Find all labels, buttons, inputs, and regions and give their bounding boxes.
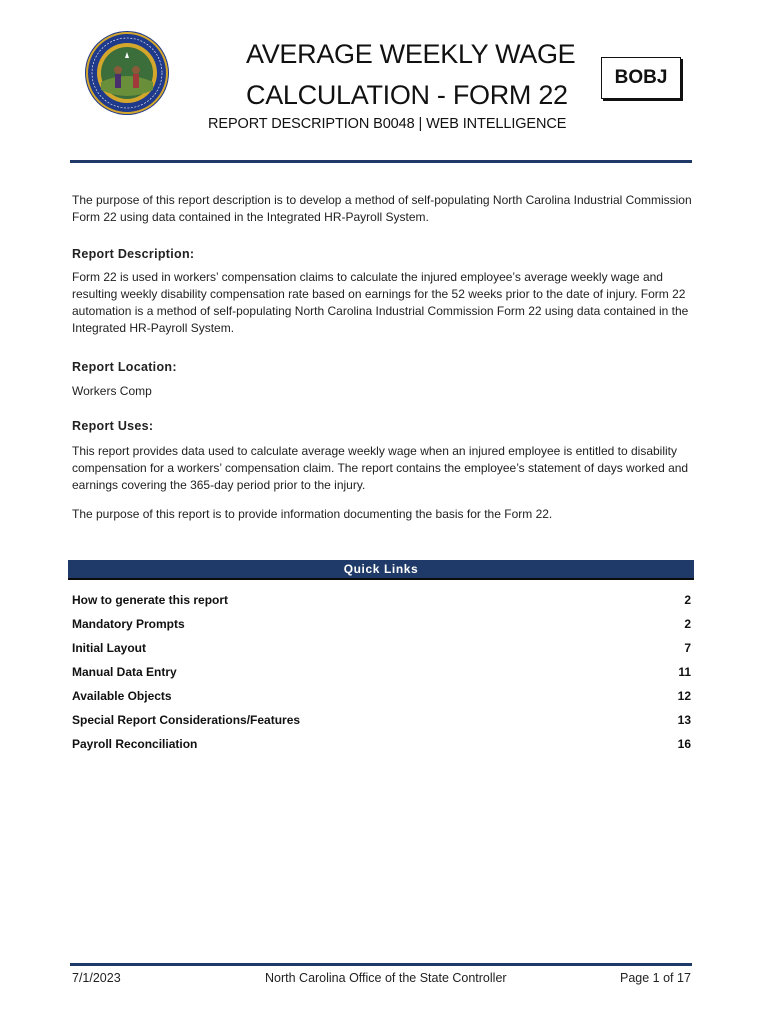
report-uses-text: This report provides data used to calculate average weekly wage when an injured employee is entitled to disability compensation for a workers’ compensation claim. The report contains the employee’s statement of days worked and earnings covering the 365-day period prior to the injury. (72, 444, 689, 492)
report-description-text: Form 22 is used in workers’ compensation claims to calculate the injured employee’s average weekly wage and resulting weekly disability compensation rate based on earnings for the 52 weeks prior to the date of injury. Form 22 automation is a method of self-populating North Carolina Industrial Commission Form 22 using data contained in the Integrated HR-Payroll System. (72, 270, 689, 335)
quick-link-label: Initial Layout (72, 641, 147, 655)
footer-divider (70, 963, 692, 966)
quick-link-label: Special Report Considerations/Features (72, 713, 301, 727)
bobj-badge: BOBJ (601, 57, 681, 99)
report-uses-heading: Report Uses: (72, 419, 154, 433)
quick-link-page: 13 (677, 713, 691, 727)
quick-link-page: 16 (677, 737, 691, 751)
quick-link-label: Manual Data Entry (72, 665, 177, 679)
quick-link-initial-layout[interactable] (72, 638, 691, 662)
footer-date: 7/1/2023 (72, 971, 121, 985)
quick-link-payroll-reconciliation[interactable] (72, 734, 691, 758)
footer-page-number: Page 1 of 17 (620, 971, 691, 985)
quick-link-label: Payroll Reconciliation (72, 737, 198, 751)
quick-link-page: 12 (677, 689, 691, 703)
title-line-1: AVERAGE WEEKLY WAGE (246, 39, 576, 69)
quick-links-list (72, 590, 691, 758)
quick-link-page: 2 (684, 593, 691, 607)
quick-link-special-considerations[interactable] (72, 710, 691, 734)
quick-link-manual-data-entry[interactable] (72, 662, 691, 686)
quick-link-label: Available Objects (72, 689, 172, 703)
report-location-heading: Report Location: (72, 360, 177, 374)
quick-link-page: 11 (678, 665, 691, 679)
quick-link-mandatory-prompts[interactable] (72, 614, 691, 638)
state-seal-logo (84, 30, 170, 116)
quick-link-available-objects[interactable] (72, 686, 691, 710)
document-subtitle: REPORT DESCRIPTION B0048 | WEB INTELLIGENCE (208, 116, 567, 132)
title-line-2: CALCULATION - FORM 22 (246, 80, 568, 110)
quick-link-label: Mandatory Prompts (72, 617, 185, 631)
quick-link-how-to-generate[interactable] (72, 590, 691, 614)
footer-organization: North Carolina Office of the State Controller (265, 971, 507, 985)
quick-link-label: How to generate this report (72, 593, 229, 607)
quick-link-page: 7 (684, 641, 691, 655)
header-divider (70, 160, 692, 163)
quick-link-page: 2 (684, 617, 691, 631)
report-location-text: Workers Comp (72, 384, 152, 398)
quick-links-header: Quick Links (68, 560, 694, 580)
report-purpose-text: The purpose of this report is to provide information documenting the basis for the Form 22. (72, 507, 553, 521)
intro-paragraph: The purpose of this report description is to develop a method of self-populating North Carolina Industrial Commission Form 22 using data contained in the Integrated HR-Payroll System. (72, 193, 692, 224)
document-title (246, 34, 586, 116)
report-description-heading: Report Description: (72, 247, 195, 261)
